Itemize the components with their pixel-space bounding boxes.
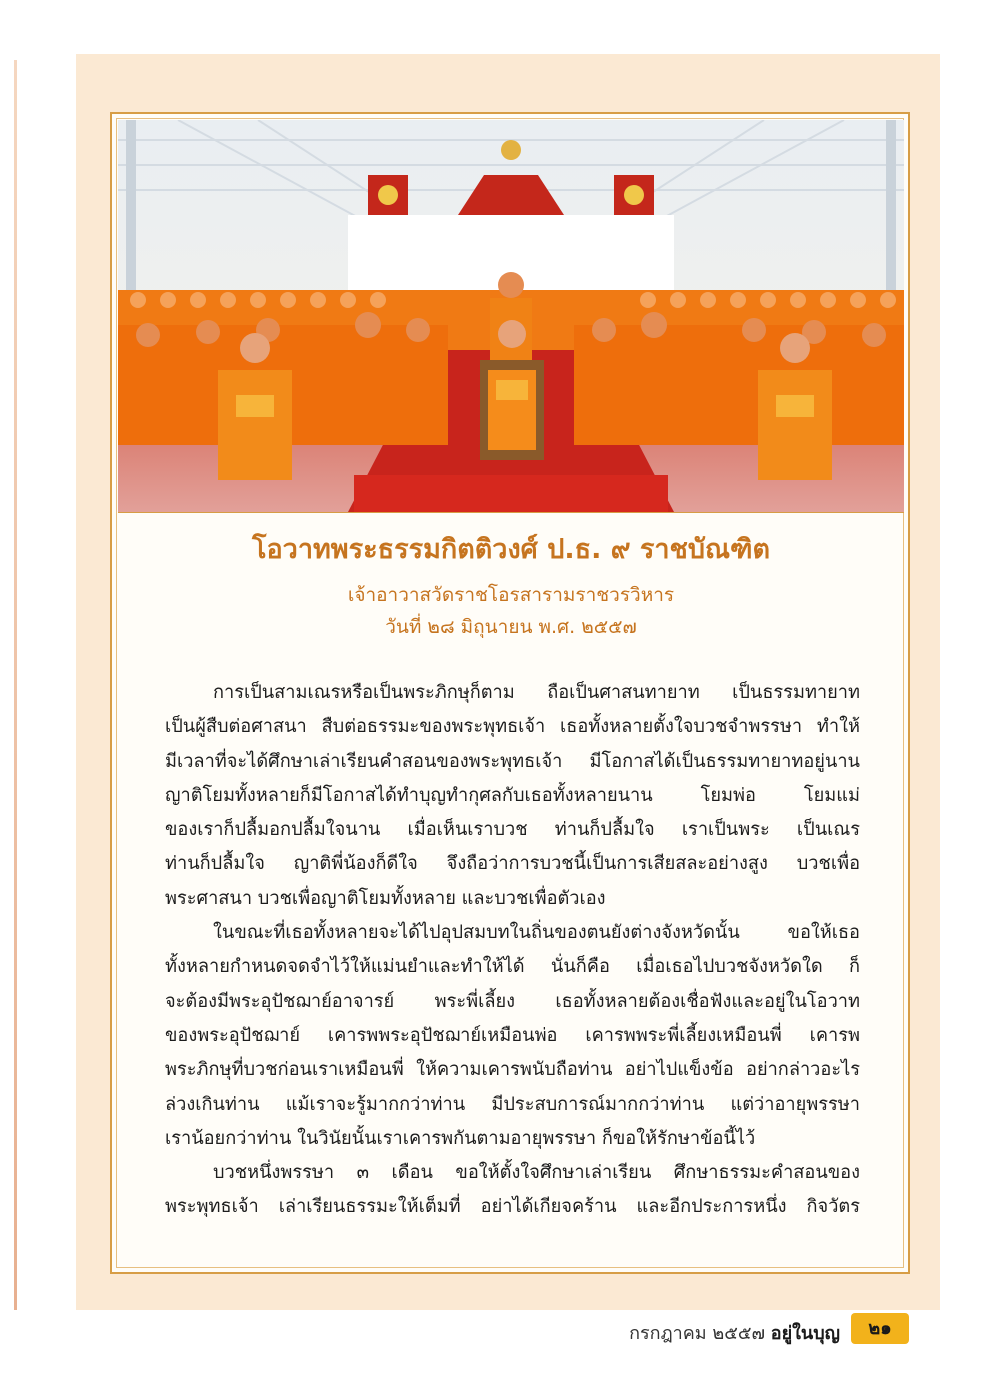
monks-ceremony-photo <box>118 120 904 513</box>
footer-magazine-name: อยู่ในบุญ <box>770 1323 840 1344</box>
article-subtitle: เจ้าอาวาสวัดราชโอรสารามราชวรวิหาร <box>347 584 675 606</box>
body-line: เป็นผู้สืบต่อศาสนา สืบต่อธรรมะของพระพุทธเจ้า เธอทั้งหลายตั้งใจบวชจำพรรษา ทำให้ <box>165 716 860 738</box>
body-line: ในขณะที่เธอทั้งหลายจะได้ไปอุปสมบทในถิ่นของตนยังต่างจังหวัดนั้น ขอให้เธอ <box>213 922 860 944</box>
body-line: ของเราก็ปลื้มอกปลื้มใจนาน เมื่อเห็นเราบวช ท่านก็ปลื้มใจ เราเป็นพระ เป็นเณร <box>165 819 860 841</box>
article-title: โอวาทพระธรรมกิตติวงศ์ ป.ธ. ๙ ราชบัณฑิต <box>251 534 771 565</box>
body-line: จะต้องมีพระอุปัชฌาย์อาจารย์ พระพี่เลี้ยง เธอทั้งหลายต้องเชื่อฟังและอยู่ในโอวาท <box>165 990 860 1012</box>
page-number-badge: ๒๑ <box>851 1313 909 1344</box>
article-body <box>165 676 860 1225</box>
body-line: การเป็นสามเณรหรือเป็นพระภิกษุก็ตาม ถือเป็นศาสนทายาท เป็นธรรมทายาท <box>213 682 860 703</box>
body-line: ของพระอุปัชฌาย์ เคารพพระอุปัชฌาย์เหมือนพ่อ เคารพพระพี่เลี้ยงเหมือนพี่ เคารพ <box>165 1024 860 1046</box>
body-line: ทั้งหลายกำหนดจดจำไว้ให้แม่นยำและทำให้ได้ นั่นก็คือ เมื่อเธอไปบวชจังหวัดใด ก็ <box>165 956 860 978</box>
body-line: พระภิกษุที่บวชก่อนเราเหมือนพี่ ให้ความเคารพนับถือท่าน อย่าไปแข็งข้อ อย่ากล่าวอะไร <box>165 1059 860 1081</box>
body-line: ล่วงเกินท่าน แม้เราจะรู้มากกว่าท่าน มีประสบการณ์มากกว่าท่าน แต่ว่าอายุพรรษา <box>165 1093 860 1115</box>
article-date: วันที่ ๒๘ มิถุนายน พ.ศ. ๒๕๕๗ <box>385 616 637 638</box>
body-line: เราน้อยกว่าท่าน ในวินัยนั้นเราเคารพกันตามอายุพรรษา ก็ขอให้รักษาข้อนี้ไว้ <box>165 1127 756 1149</box>
body-line: พระพุทธเจ้า เล่าเรียนธรรมะให้เต็มที่ อย่าได้เกียจคร้าน และอีกประการหนึ่ง กิจวัตร <box>165 1196 860 1218</box>
body-line: มีเวลาที่จะได้ศึกษาเล่าเรียนคำสอนของพระพุทธเจ้า มีโอกาสได้เป็นธรรมทายาทอยู่นาน <box>165 750 860 772</box>
body-line: บวชหนึ่งพรรษา ๓ เดือน ขอให้ตั้งใจศึกษาเล่าเรียน ศึกษาธรรมะคำสอนของ <box>213 1162 860 1184</box>
footer-issue-date: กรกฎาคม ๒๕๕๗ <box>629 1323 766 1344</box>
footer-issue-info <box>629 1318 840 1347</box>
body-line: พระศาสนา บวชเพื่อญาติโยมทั้งหลาย และบวชเพื่อตัวเอง <box>165 887 606 909</box>
body-line: ท่านก็ปลื้มใจ ญาติพี่น้องก็ดีใจ จึงถือว่าการบวชนี้เป็นการเสียสละอย่างสูง บวชเพื่อ <box>165 853 860 875</box>
body-line: ญาติโยมทั้งหลายก็มีโอกาสได้ทำบุญทำกุศลกับเธอทั้งหลายนาน โยมพ่อ โยมแม่ <box>165 784 860 806</box>
left-edge-strip <box>14 60 17 1310</box>
photo-illustration <box>118 120 904 512</box>
